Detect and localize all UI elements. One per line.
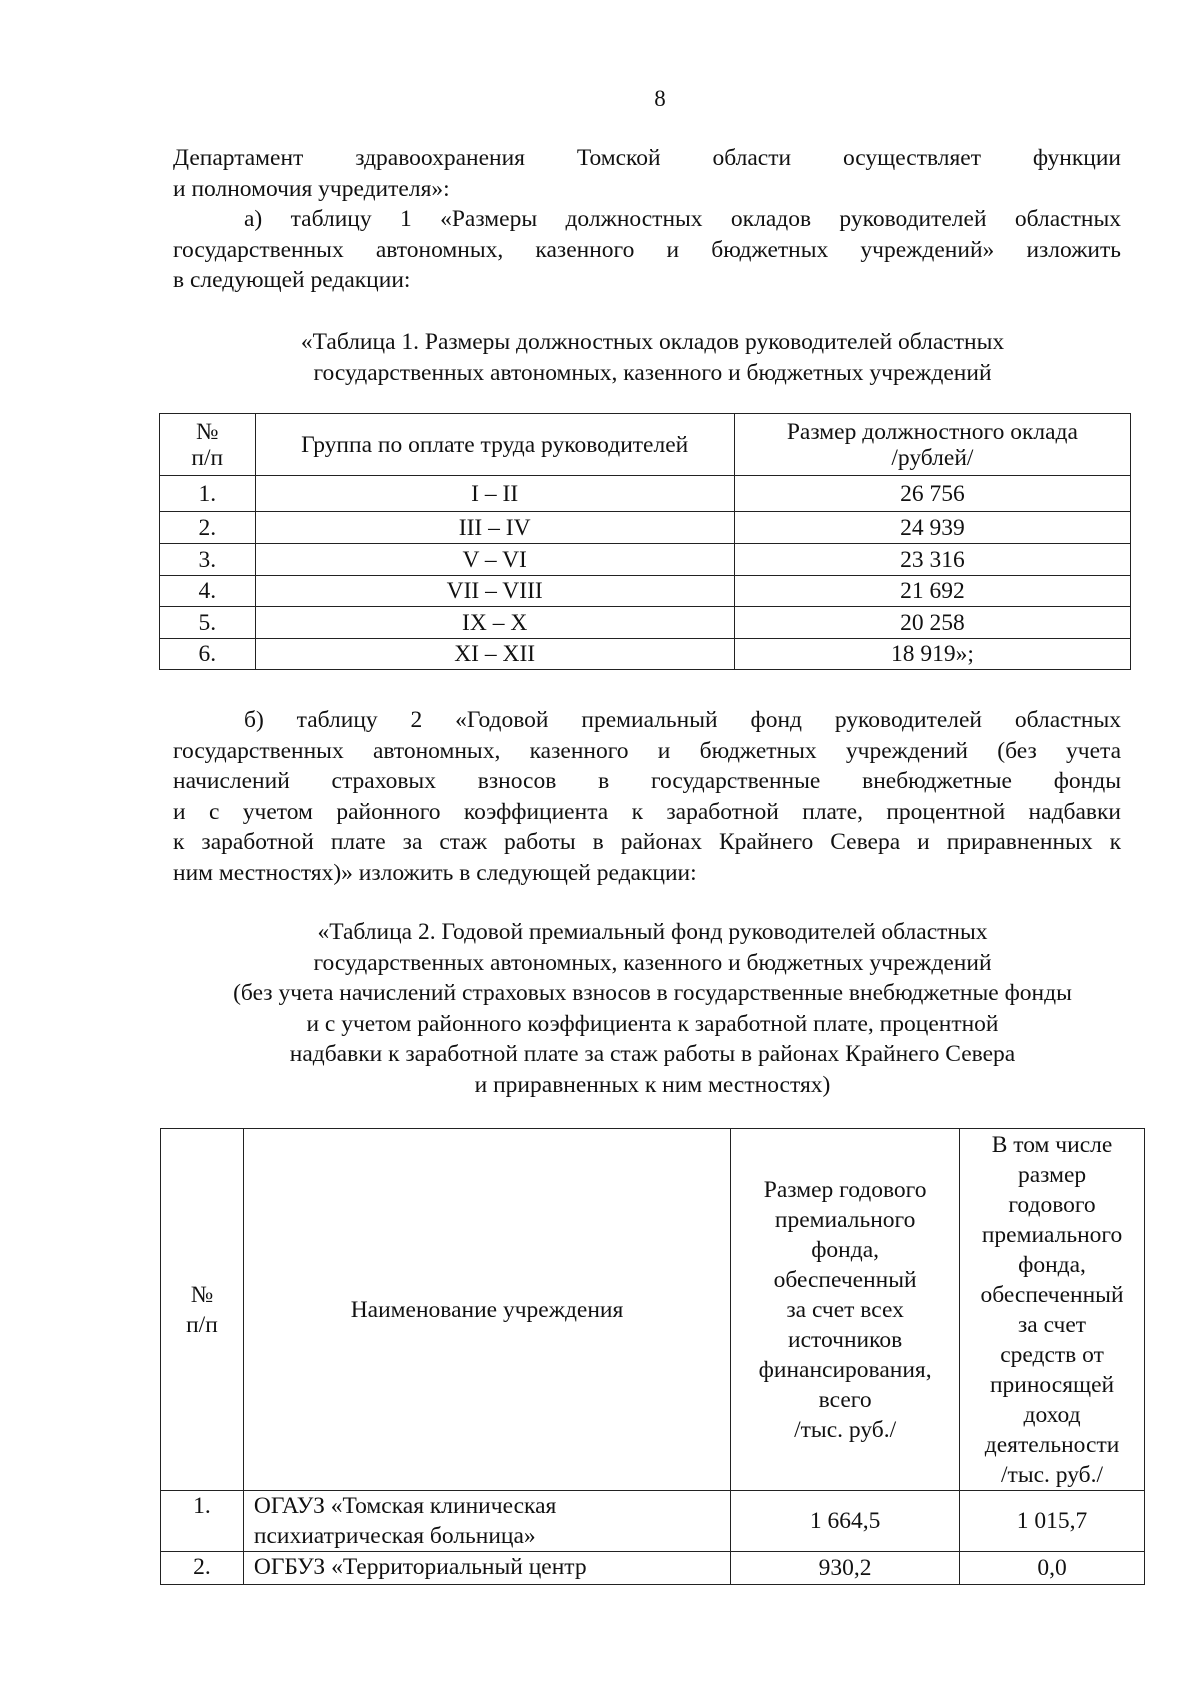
page-number: 8 (654, 86, 666, 111)
header-text: № (196, 418, 219, 445)
cell-group: IX – X (255, 607, 734, 639)
text-line: государственных автономных, казенного и бюджетных учреждений» изложить (173, 236, 1121, 263)
table2-header-row (161, 1129, 1145, 1491)
header-text: доход (1023, 1401, 1081, 1428)
table-row (161, 1552, 1145, 1585)
item-b-paragraph (173, 705, 1121, 888)
header-text: источников (788, 1326, 903, 1353)
table1-salaries (159, 413, 1131, 670)
table-row (160, 476, 1131, 512)
header-text: за счет всех (786, 1296, 904, 1323)
header-text: фонда, (811, 1236, 880, 1263)
table-row (160, 544, 1131, 576)
header-text: деятельности (984, 1431, 1120, 1458)
table-row (160, 512, 1131, 544)
text-line: б) таблицу 2 «Годовой премиальный фонд руководителей областных (244, 707, 1121, 733)
text-line: и полномочия учредителя»: (173, 175, 450, 202)
text-line: государственных автономных, казенного и бюджетных учреждений (без учета (173, 737, 1121, 764)
header-text: п/п (191, 444, 224, 471)
caption-line: и приравненных к ним местностях) (474, 1071, 831, 1098)
cell-num: 4. (160, 576, 256, 607)
cell-num: 3. (160, 544, 256, 576)
caption-line: (без учета начислений страховых взносов в государственные внебюджетные фонды (233, 980, 1072, 1006)
header-text: Размер годового (763, 1176, 927, 1203)
table-row (161, 1491, 1145, 1552)
cell-salary: 23 316 (734, 544, 1130, 576)
cell-num: 2. (161, 1552, 244, 1585)
cell-salary: 20 258 (734, 607, 1130, 639)
header-text: размер (1017, 1161, 1087, 1188)
cell-num: 2. (160, 512, 256, 544)
text-line: а) таблицу 1 «Размеры должностных окладов руководителей областных (244, 206, 1121, 232)
intro-paragraph (173, 143, 1121, 204)
header-text: за счет (1017, 1311, 1087, 1338)
cell-name: ОГБУЗ «Территориальный центр (243, 1552, 730, 1585)
cell-num: 1. (160, 476, 256, 512)
header-text: /рублей/ (891, 444, 974, 471)
table1-header-row (160, 414, 1131, 476)
cell-text: психиатрическая больница» (253, 1523, 536, 1549)
cell-total: 1 664,5 (731, 1491, 960, 1552)
caption-line: государственных автономных, казенного и бюджетных учреждений (313, 359, 992, 386)
table2-caption (160, 917, 1145, 1100)
cell-num: 1. (161, 1491, 244, 1552)
cell-group: I – II (255, 476, 734, 512)
cell-income: 1 015,7 (960, 1491, 1145, 1552)
cell-income: 0,0 (960, 1552, 1145, 1585)
text-line: в следующей редакции: (173, 267, 411, 293)
text-line: начислений страховых взносов в государственные внебюджетные фонды (173, 768, 1121, 794)
cell-total: 930,2 (731, 1552, 960, 1585)
header-text: премиального (981, 1221, 1123, 1248)
table1-caption (160, 327, 1145, 388)
table-row (160, 607, 1131, 639)
header-group: Группа по оплате труда руководителей (255, 414, 734, 476)
cell-group: VII – VIII (255, 576, 734, 607)
header-text: обеспеченный (980, 1281, 1124, 1308)
table2-bonus-fund (160, 1128, 1145, 1585)
header-text: премиального (774, 1206, 916, 1233)
cell-group: III – IV (255, 512, 734, 544)
cell-salary: 18 919»; (734, 639, 1130, 670)
header-text: № (190, 1281, 214, 1308)
caption-line: «Таблица 1. Размеры должностных окладов руководителей областных (300, 329, 1005, 355)
header-text: годового (1008, 1191, 1096, 1218)
text-line: и с учетом районного коэффициента к заработной плате, процентной надбавки (173, 798, 1121, 825)
header-name: Наименование учреждения (243, 1129, 730, 1491)
text-line: Департамент здравоохранения Томской области осуществляет функции (173, 145, 1121, 171)
cell-salary: 24 939 (734, 512, 1130, 544)
cell-salary: 21 692 (734, 576, 1130, 607)
header-text: В том числе (991, 1131, 1113, 1158)
cell-salary: 26 756 (734, 476, 1130, 512)
header-text: средств от (1000, 1341, 1104, 1368)
header-text: п/п (186, 1311, 218, 1338)
header-text: приносящей (989, 1371, 1115, 1398)
caption-line: государственных автономных, казенного и бюджетных учреждений (313, 949, 992, 976)
header-total (731, 1129, 960, 1491)
header-salary (734, 414, 1130, 476)
table-row (160, 639, 1131, 670)
cell-text: ОГАУЗ «Томская клиническая (253, 1493, 557, 1519)
caption-line: «Таблица 2. Годовой премиальный фонд руководителей областных (317, 919, 988, 945)
header-text: Размер должностного оклада (786, 418, 1078, 445)
table-row (160, 576, 1131, 607)
cell-name (243, 1491, 730, 1552)
header-num (160, 414, 256, 476)
header-text: /тыс. руб./ (1001, 1461, 1104, 1488)
header-text: обеспеченный (773, 1266, 917, 1293)
cell-group: V – VI (255, 544, 734, 576)
header-income (960, 1129, 1145, 1491)
cell-num: 5. (160, 607, 256, 639)
caption-line: надбавки к заработной плате за стаж работы в районах Крайнего Севера (289, 1041, 1016, 1067)
item-a-paragraph (173, 204, 1121, 296)
cell-group: XI – XII (255, 639, 734, 670)
cell-num: 6. (160, 639, 256, 670)
header-text: /тыс. руб./ (794, 1416, 897, 1443)
caption-line: и с учетом районного коэффициента к заработной плате, процентной (306, 1010, 999, 1037)
text-line: ним местностях)» изложить в следующей редакции: (173, 859, 697, 886)
header-text: финансирования, (758, 1356, 932, 1383)
text-line: к заработной плате за стаж работы в районах Крайнего Севера и приравненных к (173, 829, 1121, 855)
header-text: всего (818, 1386, 872, 1413)
header-text: фонда, (1018, 1251, 1086, 1278)
header-num (161, 1129, 244, 1491)
